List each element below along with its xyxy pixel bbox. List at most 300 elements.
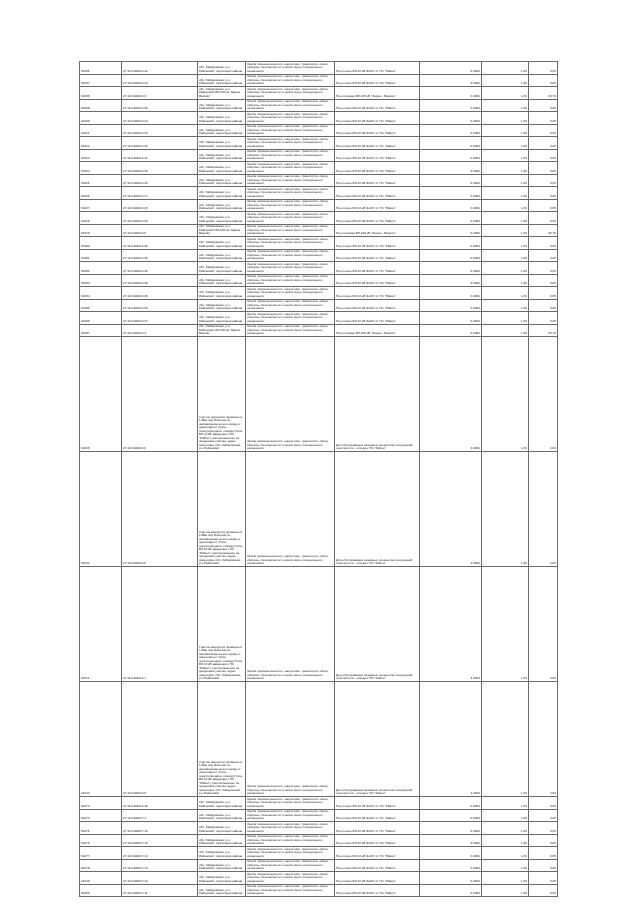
- rate-cell: 1,30: [482, 62, 529, 75]
- land-category-cell: Земли промышленности, энергетики, транспорта, связи, обороны, безопасности и земли иного специального назначения: [246, 87, 335, 100]
- permitted-use-cell: Для обслуживания наземных элементов сооружений электросети - отвода к ПС "Район": [335, 682, 420, 797]
- area-cell: 4,0004: [420, 452, 482, 567]
- table-row: [80, 822, 558, 835]
- table-row: [80, 199, 558, 212]
- area-cell: 0,0004: [420, 809, 482, 822]
- table-row: [80, 797, 558, 810]
- permitted-use-cell: Под опоры ВЛ-10 кВ №107 от ПС "Район": [335, 249, 420, 262]
- permitted-use-cell: Под опоры ВЛ-10 кВ №107 от ПС "Район": [335, 124, 420, 137]
- location-cell: обл. Хабаровская, р-н Районский, территория района: [198, 884, 246, 897]
- table-row: [80, 162, 558, 175]
- sum-cell: 0,05: [529, 124, 558, 137]
- rate-cell: 1,30: [482, 174, 529, 187]
- rate-cell: 1,30: [482, 682, 529, 797]
- location-cell: обл. Хабаровская, р-н Районский, территория района: [198, 299, 246, 312]
- record-number-cell: 61021: [80, 124, 122, 137]
- rate-cell: 1,30: [482, 237, 529, 250]
- sum-cell: 0,05: [529, 62, 558, 75]
- cadastral-number-cell: 27:11:0402017:11: [122, 884, 198, 897]
- rate-cell: 1,30: [482, 859, 529, 872]
- location-cell: обл. Хабаровская, р-н Районский, территория района: [198, 199, 246, 212]
- sum-cell: 0,05: [529, 187, 558, 200]
- record-number-cell: 61085: [80, 299, 122, 312]
- table-row: [80, 884, 558, 897]
- record-number-cell: 61083: [80, 274, 122, 287]
- record-number-cell: 61008: [80, 337, 122, 452]
- sum-cell: 0,05: [529, 797, 558, 810]
- location-cell: обл. Хабаровская, р-н Районский, территория района: [198, 162, 246, 175]
- location-cell: обл. Хабаровская, р-н Районский, территория района: [198, 859, 246, 872]
- permitted-use-cell: Под опоры ВЛ-10 кВ №107 от ПС "Район": [335, 872, 420, 885]
- land-category-cell: Земли промышленности, энергетики, транспорта, связи, обороны, безопасности и земли иного специального назначения: [246, 859, 335, 872]
- permitted-use-cell: Под опоры ВЛ-10 кВ №107 от ПС "Район": [335, 237, 420, 250]
- record-number-cell: 61079: [80, 224, 122, 237]
- record-number-cell: 61097: [80, 74, 122, 87]
- record-number-cell: 61025: [80, 174, 122, 187]
- land-category-cell: Земли промышленности, энергетики, транспорта, связи, обороны, безопасности и земли иного специального назначения: [246, 324, 335, 337]
- permitted-use-cell: Под опорами ВЛ-220 кВ "Зарем - Вахрин": [335, 224, 420, 237]
- cadastral-number-cell: 27:11:0402014:6: [122, 337, 198, 452]
- rate-cell: 1,30: [482, 567, 529, 682]
- area-cell: 0,0004: [420, 834, 482, 847]
- permitted-use-cell: Под опоры ВЛ-10 кВ №107 от ПС "Район": [335, 137, 420, 150]
- table-row: [80, 237, 558, 250]
- table-row: [80, 287, 558, 300]
- cadastral-number-cell: 27:11:0402014:35: [122, 99, 198, 112]
- rate-cell: 1,30: [482, 249, 529, 262]
- sum-cell: 0,05: [529, 287, 558, 300]
- rate-cell: 1,30: [482, 337, 529, 452]
- rate-cell: 1,30: [482, 124, 529, 137]
- cadastral-number-cell: 27:11:0402017:16: [122, 822, 198, 835]
- rate-cell: 1,30: [482, 99, 529, 112]
- location-cell: обл. Хабаровская, р-н Районский, ВЛ-220 кв "Зарем - Вахрин": [198, 324, 246, 337]
- cadastral-number-cell: 27:11:0402014:36: [122, 287, 198, 300]
- record-number-cell: 61099: [80, 112, 122, 125]
- area-cell: 0,0004: [420, 797, 482, 810]
- permitted-use-cell: Под опоры ВЛ-10 кВ №107 от ПС "Район": [335, 187, 420, 200]
- rate-cell: 1,30: [482, 809, 529, 822]
- location-cell: Участок находится примерно в 1 Ввм под Ильичом по направлению на юго-запад от ориентира от (Узла электропредачи, отвода) (Узла ВЛ-10 кВ заведения к ПС "Район"), расположенного за пределами участка, адрес ориентира: обл. Хабаровская, р-н Районский: [198, 567, 246, 682]
- land-category-cell: Земли промышленности, энергетики, транспорта, связи, обороны, безопасности и земли иного специального назначения: [246, 199, 335, 212]
- location-cell: обл. Хабаровская, р-н Районский, территория района: [198, 847, 246, 860]
- rate-cell: 1,30: [482, 162, 529, 175]
- rate-cell: 1,30: [482, 872, 529, 885]
- table-row: [80, 62, 558, 75]
- sum-cell: 0,05: [529, 872, 558, 885]
- cadastral-number-cell: 27:11:0402014:27: [122, 187, 198, 200]
- rate-cell: 1,30: [482, 224, 529, 237]
- location-cell: обл. Хабаровская, р-н Районский, ВЛ-220 кв "Зарем - Вахрин": [198, 87, 246, 100]
- cadastral-number-cell: 27:11:0402017:13: [122, 859, 198, 872]
- permitted-use-cell: Под опоры ВЛ-10 кВ №107 от ПС "Район": [335, 174, 420, 187]
- sum-cell: 0,05: [529, 112, 558, 125]
- area-cell: 0,0004: [420, 187, 482, 200]
- cadastral-number-cell: 27:11:0402014:40: [122, 299, 198, 312]
- record-number-cell: 61080: [80, 237, 122, 250]
- location-cell: обл. Хабаровская, р-н Районский, территория района: [198, 312, 246, 325]
- table-row: [80, 112, 558, 125]
- land-category-cell: Земли промышленности, энергетики, транспорта, связи, обороны, безопасности и земли иного специального назначения: [246, 237, 335, 250]
- sum-cell: 0,05: [529, 174, 558, 187]
- record-number-cell: 61074: [80, 809, 122, 822]
- table-row: [80, 74, 558, 87]
- table-row: [80, 682, 558, 797]
- sum-cell: 0,05: [529, 237, 558, 250]
- table-row: [80, 99, 558, 112]
- table-row: [80, 452, 558, 567]
- land-category-cell: Земли промышленности, энергетики, транспорта, связи, обороны, безопасности и земли иного специального назначения: [246, 99, 335, 112]
- land-category-cell: Земли промышленности, энергетики, транспорта, связи, обороны, безопасности и земли иного специального назначения: [246, 567, 335, 682]
- cadastral-number-cell: 27:11:0402014:39: [122, 262, 198, 275]
- permitted-use-cell: Под опоры ВЛ-10 кВ №107 от ПС "Район": [335, 74, 420, 87]
- record-number-cell: 61050: [80, 884, 122, 897]
- land-category-cell: Земли промышленности, энергетики, транспорта, связи, обороны, безопасности и земли иного специального назначения: [246, 187, 335, 200]
- permitted-use-cell: Под опоры ВЛ-10 кВ №107 от ПС "Район": [335, 62, 420, 75]
- record-number-cell: 61084: [80, 287, 122, 300]
- rate-cell: 1,30: [482, 87, 529, 100]
- table-row: [80, 847, 558, 860]
- land-category-cell: Земли промышленности, энергетики, транспорта, связи, обороны, безопасности и земли иного специального назначения: [246, 822, 335, 835]
- cadastral-number-cell: 27:11:0402017:12: [122, 872, 198, 885]
- rate-cell: 1,30: [482, 112, 529, 125]
- sum-cell: 0,05: [529, 822, 558, 835]
- permitted-use-cell: Для обслуживания наземных элементов сооружений электросети - отвода к ПС "Район": [335, 567, 420, 682]
- area-cell: 0,0004: [420, 199, 482, 212]
- cadastral-number-cell: 27:11:0402014:29: [122, 174, 198, 187]
- table-row: [80, 337, 558, 452]
- permitted-use-cell: Под опорами ВЛ-220 кВ "Зарем - Вахрин": [335, 87, 420, 100]
- record-number-cell: 61082: [80, 262, 122, 275]
- cadastral-number-cell: 27:11:0402017:14: [122, 847, 198, 860]
- sum-cell: 4,84: [529, 567, 558, 682]
- sum-cell: 0,05: [529, 199, 558, 212]
- permitted-use-cell: Под опоры ВЛ-10 кВ №107 от ПС "Район": [335, 199, 420, 212]
- location-cell: обл. Хабаровская, р-н Районский, территория района: [198, 287, 246, 300]
- permitted-use-cell: Для обслуживания наземных элементов сооружений электросети - отвода к ПС "Район": [335, 337, 420, 452]
- location-cell: обл. Хабаровская, р-н Районский, территория района: [198, 112, 246, 125]
- sum-cell: 0,05: [529, 299, 558, 312]
- land-category-cell: Земли промышленности, энергетики, транспорта, связи, обороны, безопасности и земли иного специального назначения: [246, 834, 335, 847]
- record-number-cell: 61077: [80, 847, 122, 860]
- record-number-cell: 61073: [80, 797, 122, 810]
- rate-cell: 1,30: [482, 74, 529, 87]
- table-row: [80, 834, 558, 847]
- sum-cell: 0,05: [529, 74, 558, 87]
- rate-cell: 1,30: [482, 822, 529, 835]
- location-cell: обл. Хабаровская, р-н Районский, территория района: [198, 822, 246, 835]
- rate-cell: 1,30: [482, 324, 529, 337]
- cadastral-number-cell: 27:11:0402014:5: [122, 224, 198, 237]
- rate-cell: 1,30: [482, 884, 529, 897]
- area-cell: 0,0004: [420, 137, 482, 150]
- permitted-use-cell: Под опоры ВЛ-10 кВ №107 от ПС "Район": [335, 797, 420, 810]
- permitted-use-cell: Для обслуживания наземных элементов сооружений электросети - отвода к ПС "Район": [335, 452, 420, 567]
- area-cell: 0,0004: [420, 287, 482, 300]
- land-category-cell: Земли промышленности, энергетики, транспорта, связи, обороны, безопасности и земли иного специального назначения: [246, 312, 335, 325]
- cadastral-number-cell: 27:11:0402014:8: [122, 452, 198, 567]
- table-row: [80, 137, 558, 150]
- record-number-cell: 61027: [80, 199, 122, 212]
- record-number-cell: 61095: [80, 62, 122, 75]
- area-cell: 0,0004: [420, 274, 482, 287]
- land-category-cell: Земли промышленности, энергетики, транспорта, связи, обороны, безопасности и земли иного специального назначения: [246, 212, 335, 225]
- cadastral-number-cell: 27:11:0402014:7: [122, 567, 198, 682]
- record-number-cell: 61088: [80, 87, 122, 100]
- rate-cell: 1,30: [482, 299, 529, 312]
- location-cell: обл. Хабаровская, р-н Районский, территория района: [198, 212, 246, 225]
- table-row: [80, 187, 558, 200]
- area-cell: 0,0004: [420, 99, 482, 112]
- land-category-cell: Земли промышленности, энергетики, транспорта, связи, обороны, безопасности и земли иного специального назначения: [246, 112, 335, 125]
- permitted-use-cell: Под опоры ВЛ-10 кВ №107 от ПС "Район": [335, 809, 420, 822]
- location-cell: Участок находится примерно в 1 Ввм под Ильичом по направлению на юго-запад от ориентира от (Узла электропредачи, отвода) (Узла ВЛ-10 кВ заведения к ПС "Район"), расположенного за пределами участка, адрес ориентира: обл. Хабаровская, р-н Районский: [198, 682, 246, 797]
- table-row: [80, 87, 558, 100]
- land-category-cell: Земли промышленности, энергетики, транспорта, связи, обороны, безопасности и земли иного специального назначения: [246, 62, 335, 75]
- land-category-cell: Земли промышленности, энергетики, транспорта, связи, обороны, безопасности и земли иного специального назначения: [246, 797, 335, 810]
- cadastral-number-cell: 27:11:0402014:4: [122, 324, 198, 337]
- table-row: [80, 872, 558, 885]
- cadastral-number-cell: 27:11:0402014:18: [122, 797, 198, 810]
- rate-cell: 1,30: [482, 287, 529, 300]
- record-number-cell: 61075: [80, 822, 122, 835]
- permitted-use-cell: Под опоры ВЛ-10 кВ №107 от ПС "Район": [335, 312, 420, 325]
- location-cell: обл. Хабаровская, р-н Районский, территория района: [198, 137, 246, 150]
- area-cell: 0,0004: [420, 859, 482, 872]
- cadastral-number-cell: 27:11:0402014:33: [122, 124, 198, 137]
- permitted-use-cell: Под опоры ВЛ-10 кВ №107 от ПС "Район": [335, 834, 420, 847]
- sum-cell: 26,70: [529, 87, 558, 100]
- table-row: [80, 212, 558, 225]
- permitted-use-cell: Под опоры ВЛ-10 кВ №107 от ПС "Район": [335, 212, 420, 225]
- rate-cell: 1,30: [482, 212, 529, 225]
- land-category-cell: Земли промышленности, энергетики, транспорта, связи, обороны, безопасности и земли иного специального назначения: [246, 847, 335, 860]
- table-row: [80, 174, 558, 187]
- permitted-use-cell: Под опорами ВЛ-220 кВ "Зарем - Вахрин": [335, 324, 420, 337]
- land-category-cell: Земли промышленности, энергетики, транспорта, связи, обороны, безопасности и земли иного специального назначения: [246, 262, 335, 275]
- land-category-cell: Земли промышленности, энергетики, транспорта, связи, обороны, безопасности и земли иного специального назначения: [246, 452, 335, 567]
- permitted-use-cell: Под опоры ВЛ-10 кВ №107 от ПС "Район": [335, 822, 420, 835]
- table-row: [80, 224, 558, 237]
- area-cell: 0,0004: [420, 237, 482, 250]
- table-row: [80, 274, 558, 287]
- area-cell: 0,0064: [420, 224, 482, 237]
- area-cell: 0,0004: [420, 162, 482, 175]
- area-cell: 0,0004: [420, 884, 482, 897]
- cadastral-number-cell: 27:11:0402014:37: [122, 312, 198, 325]
- sum-cell: 0,05: [529, 312, 558, 325]
- sum-cell: 4,84: [529, 452, 558, 567]
- record-number-cell: 61078: [80, 859, 122, 872]
- area-cell: 0,0064: [420, 87, 482, 100]
- sum-cell: 0,05: [529, 884, 558, 897]
- land-category-cell: Земли промышленности, энергетики, транспорта, связи, обороны, безопасности и земли иного специального назначения: [246, 274, 335, 287]
- sum-cell: 0,05: [529, 859, 558, 872]
- rate-cell: 1,30: [482, 797, 529, 810]
- record-number-cell: 61098: [80, 99, 122, 112]
- sum-cell: 0,05: [529, 149, 558, 162]
- location-cell: обл. Хабаровская, р-н Районский, территория района: [198, 274, 246, 287]
- table-row: [80, 809, 558, 822]
- sum-cell: 0,05: [529, 99, 558, 112]
- location-cell: Участок находится примерно в 1 Ввм под Ильичом по направлению на юго-запад от ориентира от (Узла электропредачи, отвода) (Узла ВЛ-10 кВ заведения к ПС "Район"), расположенного за пределами участка, адрес ориентира: обл. Хабаровская, р-н Районский: [198, 337, 246, 452]
- land-category-cell: Земли промышленности, энергетики, транспорта, связи, обороны, безопасности и земли иного специального назначения: [246, 249, 335, 262]
- sum-cell: 0,05: [529, 274, 558, 287]
- record-number-cell: 61087: [80, 324, 122, 337]
- location-cell: обл. Хабаровская, р-н Районский, территория района: [198, 872, 246, 885]
- location-cell: обл. Хабаровская, р-н Районский, территория района: [198, 249, 246, 262]
- permitted-use-cell: Под опоры ВЛ-10 кВ №107 от ПС "Район": [335, 847, 420, 860]
- sum-cell: 0,05: [529, 137, 558, 150]
- table-row: [80, 324, 558, 337]
- sum-cell: 26,70: [529, 224, 558, 237]
- area-cell: 0,0004: [420, 212, 482, 225]
- permitted-use-cell: Под опоры ВЛ-10 кВ №107 от ПС "Район": [335, 99, 420, 112]
- table-body: [80, 62, 558, 897]
- rate-cell: 1,30: [482, 834, 529, 847]
- location-cell: Участок находится примерно в 1 Ввм под Ильичом по направлению на юго-запад от ориентира от (Узла электропредачи, отвода) (Узла ВЛ-10 кВ заведения к ПС "Район"), расположенного за пределами участка, адрес ориентира: обл. Хабаровская, р-н Районский: [198, 452, 246, 567]
- area-cell: 0,0004: [420, 74, 482, 87]
- land-category-cell: Земли промышленности, энергетики, транспорта, связи, обороны, безопасности и земли иного специального назначения: [246, 124, 335, 137]
- area-cell: 0,0004: [420, 174, 482, 187]
- location-cell: обл. Хабаровская, р-н Районский, территория района: [198, 99, 246, 112]
- location-cell: обл. Хабаровская, р-н Районский, территория района: [198, 809, 246, 822]
- permitted-use-cell: Под опоры ВЛ-10 кВ №107 от ПС "Район": [335, 149, 420, 162]
- sum-cell: 0,05: [529, 834, 558, 847]
- record-number-cell: 61024: [80, 162, 122, 175]
- cadastral-number-cell: 27:11:0402014:32: [122, 137, 198, 150]
- area-cell: 0,0004: [420, 312, 482, 325]
- permitted-use-cell: Под опоры ВЛ-10 кВ №107 от ПС "Район": [335, 274, 420, 287]
- location-cell: обл. Хабаровская, р-н Районский, территория района: [198, 149, 246, 162]
- cadastral-number-cell: 27:11:0402014:9: [122, 682, 198, 797]
- sum-cell: 0,05: [529, 847, 558, 860]
- location-cell: обл. Хабаровская, р-н Районский, территория района: [198, 62, 246, 75]
- sum-cell: 26,70: [529, 324, 558, 337]
- rate-cell: 1,30: [482, 187, 529, 200]
- area-cell: 0,0004: [420, 62, 482, 75]
- land-category-cell: Земли промышленности, энергетики, транспорта, связи, обороны, безопасности и земли иного специального назначения: [246, 337, 335, 452]
- area-cell: 0,0004: [420, 249, 482, 262]
- record-number-cell: 61011: [80, 567, 122, 682]
- rate-cell: 1,30: [482, 137, 529, 150]
- land-category-cell: Земли промышленности, энергетики, транспорта, связи, обороны, безопасности и земли иного специального назначения: [246, 137, 335, 150]
- table-row: [80, 262, 558, 275]
- table-row: [80, 567, 558, 682]
- area-cell: 0,0004: [420, 262, 482, 275]
- area-cell: 0,0004: [420, 149, 482, 162]
- record-number-cell: 61049: [80, 872, 122, 885]
- location-cell: обл. Хабаровская, р-н Районский, ВЛ-220 кв "Зарем - Вахрин": [198, 224, 246, 237]
- table-row: [80, 249, 558, 262]
- rate-cell: 1,30: [482, 199, 529, 212]
- area-cell: 0,0004: [420, 299, 482, 312]
- land-category-cell: Земли промышленности, энергетики, транспорта, связи, обороны, безопасности и земли иного специального назначения: [246, 162, 335, 175]
- sum-cell: 4,84: [529, 337, 558, 452]
- cadastral-number-cell: 27:11:0402014:42: [122, 62, 198, 75]
- area-cell: 4,0004: [420, 337, 482, 452]
- permitted-use-cell: Под опоры ВЛ-10 кВ №107 от ПС "Район": [335, 287, 420, 300]
- land-category-cell: Земли промышленности, энергетики, транспорта, связи, обороны, безопасности и земли иного специального назначения: [246, 174, 335, 187]
- rate-cell: 1,30: [482, 312, 529, 325]
- cadastral-number-cell: 27:11:0402014:3: [122, 87, 198, 100]
- record-number-cell: 61023: [80, 149, 122, 162]
- cadastral-number-cell: 27:11:0402014:34: [122, 112, 198, 125]
- cadastral-number-cell: 27:11:0402014:46: [122, 237, 198, 250]
- rate-cell: 1,30: [482, 262, 529, 275]
- land-category-cell: Земли промышленности, энергетики, транспорта, связи, обороны, безопасности и земли иного специального назначения: [246, 872, 335, 885]
- location-cell: обл. Хабаровская, р-н Районский, территория района: [198, 174, 246, 187]
- rate-cell: 1,30: [482, 149, 529, 162]
- record-number-cell: 61026: [80, 187, 122, 200]
- area-cell: 0,0004: [420, 822, 482, 835]
- permitted-use-cell: Под опоры ВЛ-10 кВ №107 от ПС "Район": [335, 162, 420, 175]
- permitted-use-cell: Под опоры ВЛ-10 кВ №107 от ПС "Район": [335, 859, 420, 872]
- area-cell: 0,0004: [420, 847, 482, 860]
- area-cell: 0,0004: [420, 112, 482, 125]
- land-category-cell: Земли промышленности, энергетики, транспорта, связи, обороны, безопасности и земли иного специального назначения: [246, 224, 335, 237]
- cadastral-number-cell: 27:11:0402014:45: [122, 249, 198, 262]
- record-number-cell: 61042: [80, 452, 122, 567]
- cadastral-number-cell: 27:11:0402017:15: [122, 834, 198, 847]
- land-plots-table: [79, 61, 558, 897]
- permitted-use-cell: Под опоры ВЛ-10 кВ №107 от ПС "Район": [335, 299, 420, 312]
- cadastral-number-cell: 27:11:0402014:38: [122, 274, 198, 287]
- sum-cell: 0,05: [529, 162, 558, 175]
- record-number-cell: 61086: [80, 312, 122, 325]
- area-cell: 0,0004: [420, 872, 482, 885]
- land-category-cell: Земли промышленности, энергетики, транспорта, связи, обороны, безопасности и земли иного специального назначения: [246, 809, 335, 822]
- location-cell: обл. Хабаровская, р-н Районский, территория района: [198, 74, 246, 87]
- land-category-cell: Земли промышленности, энергетики, транспорта, связи, обороны, безопасности и земли иного специального назначения: [246, 74, 335, 87]
- sum-cell: 4,84: [529, 682, 558, 797]
- location-cell: обл. Хабаровская, р-н Районский, территория района: [198, 834, 246, 847]
- land-category-cell: Земли промышленности, энергетики, транспорта, связи, обороны, безопасности и земли иного специального назначения: [246, 682, 335, 797]
- sum-cell: 0,05: [529, 212, 558, 225]
- table-row: [80, 299, 558, 312]
- permitted-use-cell: Под опоры ВЛ-10 кВ №107 от ПС "Район": [335, 884, 420, 897]
- table-row: [80, 149, 558, 162]
- cadastral-number-cell: 27:11:0402014:31: [122, 149, 198, 162]
- record-number-cell: 61043: [80, 682, 122, 797]
- location-cell: обл. Хабаровская, р-н Районский, территория района: [198, 797, 246, 810]
- permitted-use-cell: Под опоры ВЛ-10 кВ №107 от ПС "Район": [335, 262, 420, 275]
- location-cell: обл. Хабаровская, р-н Районский, территория района: [198, 262, 246, 275]
- land-category-cell: Земли промышленности, энергетики, транспорта, связи, обороны, безопасности и земли иного специального назначения: [246, 149, 335, 162]
- cadastral-number-cell: 27:11:0402014:26: [122, 212, 198, 225]
- cadastral-number-cell: 27:11:0402014:30: [122, 162, 198, 175]
- record-number-cell: 61076: [80, 834, 122, 847]
- sum-cell: 0,05: [529, 809, 558, 822]
- cadastral-number-cell: 27:11:0402014:28: [122, 199, 198, 212]
- area-cell: 0,0064: [420, 324, 482, 337]
- record-number-cell: 61022: [80, 137, 122, 150]
- location-cell: обл. Хабаровская, р-н Районский, территория района: [198, 124, 246, 137]
- land-category-cell: Земли промышленности, энергетики, транспорта, связи, обороны, безопасности и земли иного специального назначения: [246, 884, 335, 897]
- rate-cell: 1,30: [482, 452, 529, 567]
- permitted-use-cell: Под опоры ВЛ-10 кВ №107 от ПС "Район": [335, 112, 420, 125]
- table-row: [80, 312, 558, 325]
- location-cell: обл. Хабаровская, р-н Районский, территория района: [198, 237, 246, 250]
- land-category-cell: Земли промышленности, энергетики, транспорта, связи, обороны, безопасности и земли иного специального назначения: [246, 299, 335, 312]
- area-cell: 4,0004: [420, 567, 482, 682]
- location-cell: обл. Хабаровская, р-н Районский, территория района: [198, 187, 246, 200]
- area-cell: 4,0004: [420, 682, 482, 797]
- table-row: [80, 124, 558, 137]
- cadastral-number-cell: 27:11:0402017:1: [122, 809, 198, 822]
- cadastral-number-cell: 27:11:0402014:43: [122, 74, 198, 87]
- record-number-cell: 61028: [80, 212, 122, 225]
